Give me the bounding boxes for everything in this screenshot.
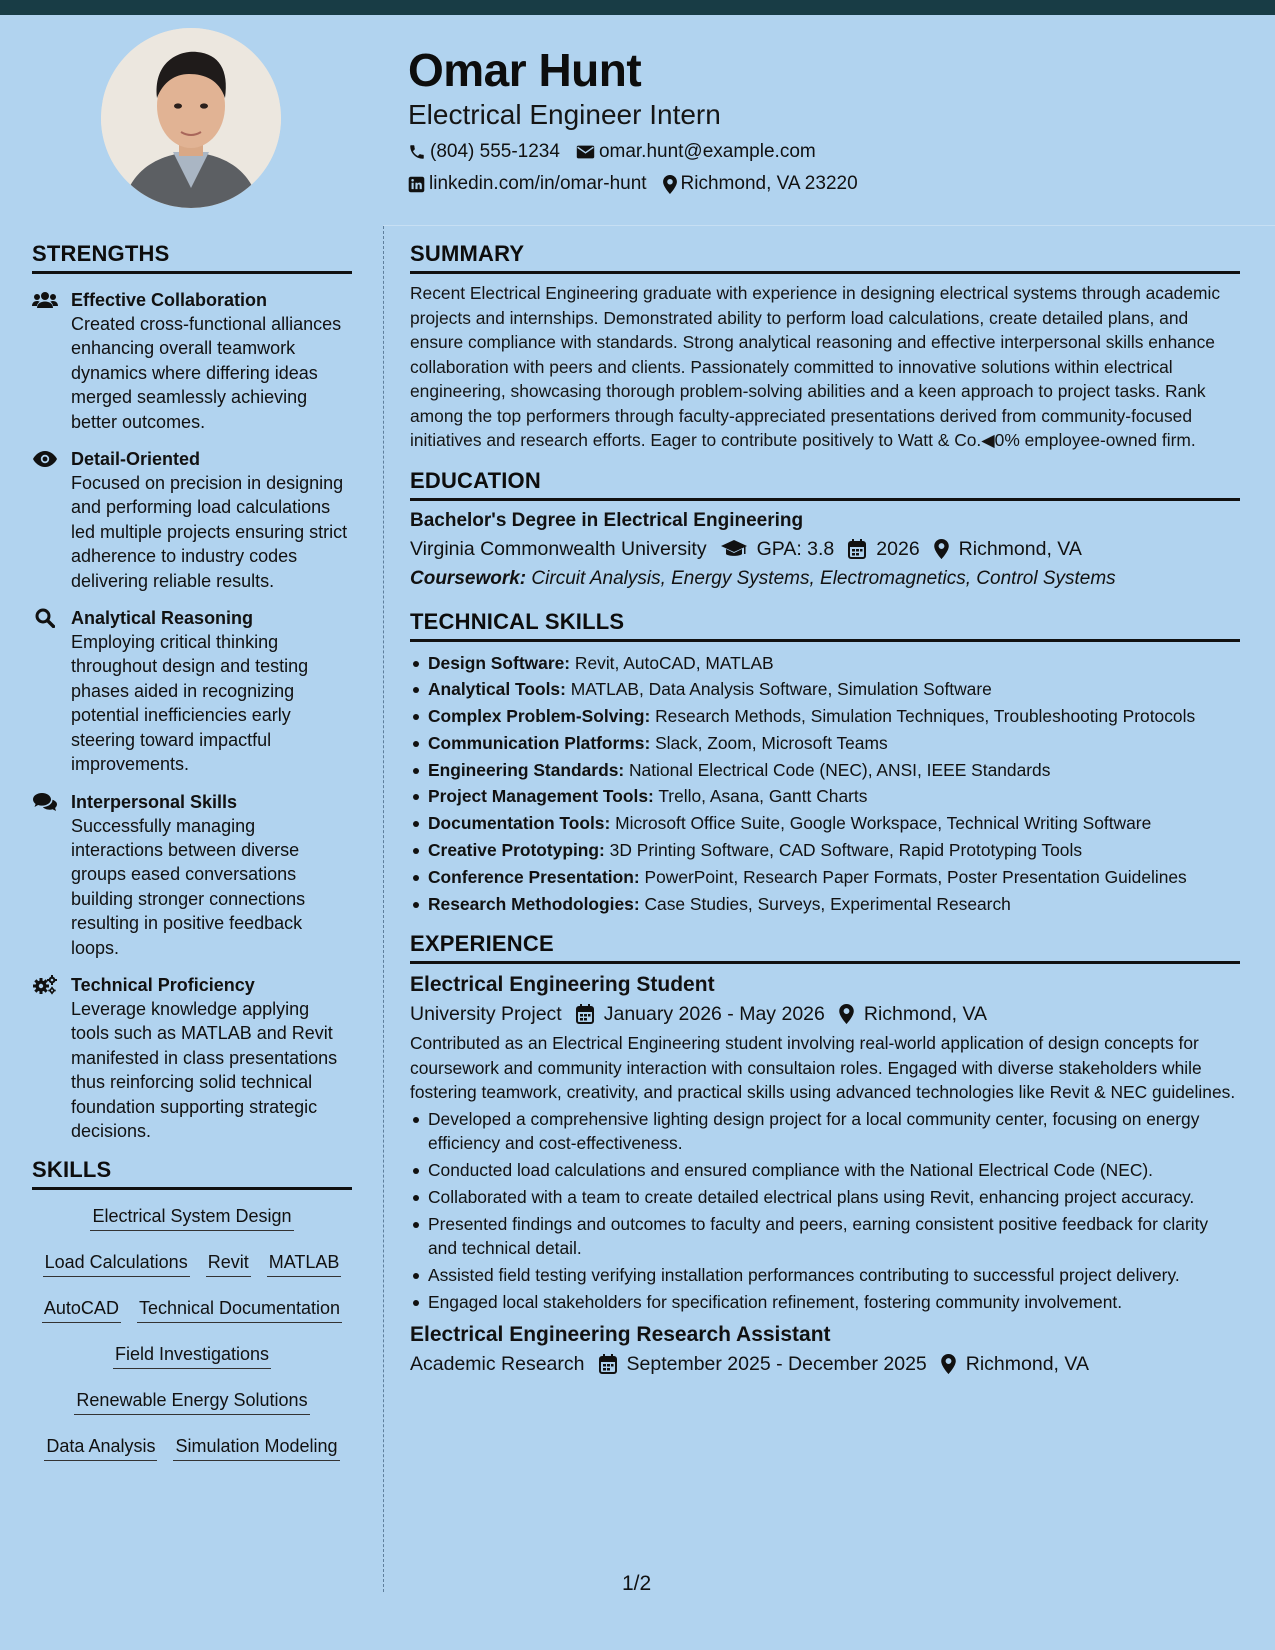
map-marker-icon xyxy=(663,175,677,194)
job-org xyxy=(410,999,562,1029)
skills-list xyxy=(32,1204,352,1480)
list-item xyxy=(410,811,1240,836)
skill-value: PowerPoint, Research Paper Formats, Poster Presentation Guidelines xyxy=(644,866,1187,887)
list-item: Assisted field testing verifying installation performances contributing to successful project delivery. xyxy=(410,1263,1240,1288)
strength-title: Analytical Reasoning xyxy=(71,608,254,629)
summary-section xyxy=(410,240,1240,453)
strength-item xyxy=(32,973,352,1143)
job-dates xyxy=(599,1349,927,1379)
education-location-text: Richmond, VA xyxy=(958,537,1082,560)
strength-desc: Employing critical thinking throughout design and testing phases aided in recognizing potential inefficiencies early steering toward impactful improvements. xyxy=(71,632,309,775)
skill-label: Research Methodologies: xyxy=(428,893,640,914)
search-icon xyxy=(32,608,58,628)
skill-label: Project Management Tools: xyxy=(428,786,654,807)
strength-desc: Focused on precision in designing and performing load calculations led multiple projects ensuring strict adherence to industry codes delivering reliable results. xyxy=(71,473,348,591)
skill-value: Microsoft Office Suite, Google Workspace, Technical Writing Software xyxy=(615,813,1152,834)
strength-title: Interpersonal Skills xyxy=(71,791,238,812)
email-contact[interactable] xyxy=(576,140,816,164)
candidate-name: Omar Hunt xyxy=(408,44,642,96)
calendar-icon xyxy=(848,539,866,559)
list-item xyxy=(410,758,1240,783)
top-bar xyxy=(0,0,1275,15)
gpa-text: GPA: 3.8 xyxy=(756,537,835,560)
job-dates xyxy=(576,999,825,1029)
eye-icon xyxy=(32,449,58,469)
coursework-label: Coursework: xyxy=(410,567,527,589)
email-text[interactable]: omar.hunt@example.com xyxy=(598,141,816,162)
skill-tag: Field Investigations xyxy=(113,1342,271,1369)
list-item xyxy=(410,892,1240,917)
skill-tag: Load Calculations xyxy=(43,1250,190,1277)
header-divider xyxy=(383,225,1275,226)
coursework xyxy=(410,564,1240,594)
skills-heading: SKILLS xyxy=(32,1157,112,1183)
list-item: Engaged local stakeholders for specification refinement, fostering community involvement. xyxy=(410,1290,1240,1315)
graduation-cap-icon xyxy=(721,540,747,558)
skill-label: Creative Prototyping: xyxy=(428,840,605,861)
list-item xyxy=(410,651,1240,676)
strength-item xyxy=(32,288,352,434)
technical-skills-rule xyxy=(410,639,1240,642)
skill-label: Engineering Standards: xyxy=(428,759,625,780)
location-text: Richmond, VA 23220 xyxy=(680,173,858,194)
phone-icon xyxy=(408,143,426,161)
list-item xyxy=(410,838,1240,863)
calendar-icon xyxy=(599,1354,617,1374)
education-rule xyxy=(410,498,1240,501)
skill-label: Design Software: xyxy=(428,652,571,673)
phone-text: (804) 555-1234 xyxy=(430,141,560,162)
linkedin-text[interactable]: linkedin.com/in/omar-hunt xyxy=(429,173,647,194)
job-bullets xyxy=(410,1107,1240,1314)
job-location-text: Richmond, VA xyxy=(863,1003,988,1026)
gpa xyxy=(721,534,835,564)
education-section xyxy=(410,467,1240,594)
linkedin-contact[interactable] xyxy=(408,172,647,196)
job-location xyxy=(941,1349,1089,1379)
summary-text: Recent Electrical Engineering graduate with experience in designing electrical systems through academic projects and internships. Demonstrated ability to perform load calculations, create detailed plans, and ensure compliance with standards. Strong analytical reasoning and effective interpersonal skills enhance collaboration with peers and clients. Passionately committed to innovative solutions within electrical engineering, showcasing thorough problem-solving abilities and a keen approach to project tasks. Rank among the top performers through faculty-appreciated presentations derived from community-focused initiatives and research efforts. Eager to contribute positively to Watt & Co.◀0% employee-owned firm. xyxy=(410,283,1221,450)
skill-value: 3D Printing Software, CAD Software, Rapid Prototyping Tools xyxy=(609,840,1083,861)
skill-tag: MATLAB xyxy=(267,1250,342,1277)
skill-value: Revit, AutoCAD, MATLAB xyxy=(574,652,774,673)
phone-contact xyxy=(408,140,560,164)
job-dates-text: January 2026 - May 2026 xyxy=(603,1003,825,1026)
skill-tag: Electrical System Design xyxy=(90,1204,293,1231)
strength-desc: Created cross-functional alliances enhancing overall teamwork dynamics where differing ideas merged seamlessly achieving better outcomes. xyxy=(71,314,342,432)
summary-heading: SUMMARY xyxy=(410,241,525,266)
summary-rule xyxy=(410,271,1240,274)
contact-row-1 xyxy=(408,140,1248,164)
skill-tag: Renewable Energy Solutions xyxy=(74,1388,309,1415)
job-org-text: University Project xyxy=(410,1003,562,1026)
list-item: Conducted load calculations and ensured compliance with the National Electrical Code (NEC). xyxy=(410,1158,1240,1183)
skill-value: Trello, Asana, Gantt Charts xyxy=(658,786,868,807)
list-item xyxy=(410,704,1240,729)
skill-label: Complex Problem-Solving: xyxy=(428,706,651,727)
technical-skills-heading: TECHNICAL SKILLS xyxy=(410,608,625,634)
degree-title: Bachelor's Degree in Electrical Engineering xyxy=(410,509,804,531)
job-location-text: Richmond, VA xyxy=(965,1353,1089,1376)
calendar-icon xyxy=(576,1004,594,1024)
map-marker-icon xyxy=(941,1354,956,1374)
technical-skills-section xyxy=(410,608,1240,917)
strengths-list xyxy=(32,288,352,1143)
job-dates-text: September 2025 - December 2025 xyxy=(626,1353,927,1376)
year-text: 2026 xyxy=(876,537,920,560)
strength-item xyxy=(32,606,352,776)
list-item: Collaborated with a team to create detailed electrical plans using Revit, enhancing project accuracy. xyxy=(410,1185,1240,1210)
skill-label: Analytical Tools: xyxy=(428,679,566,700)
strength-title: Effective Collaboration xyxy=(71,290,268,310)
strength-title: Detail-Oriented xyxy=(71,449,201,470)
strengths-rule xyxy=(32,271,352,274)
list-item: Presented findings and outcomes to faculty and peers, earning consistent positive feedback for clarity and technical detail. xyxy=(410,1212,1240,1261)
skill-tag: Technical Documentation xyxy=(137,1296,342,1323)
job-meta xyxy=(410,999,1240,1029)
experience-heading: EXPERIENCE xyxy=(410,931,554,957)
profile-photo xyxy=(101,28,281,208)
strengths-heading: STRENGTHS xyxy=(32,241,170,266)
job-org-text: Academic Research xyxy=(410,1353,585,1376)
column-divider xyxy=(383,226,384,1592)
gears-icon xyxy=(32,975,58,995)
education-meta xyxy=(410,534,1240,564)
experience-rule xyxy=(410,961,1240,964)
education-location xyxy=(934,534,1082,564)
job-meta xyxy=(410,1349,1240,1379)
skill-label: Conference Presentation: xyxy=(428,866,640,887)
skill-value: Slack, Zoom, Microsoft Teams xyxy=(655,732,888,753)
experience-section xyxy=(410,930,1240,1379)
candidate-role: Electrical Engineer Intern xyxy=(408,99,721,130)
contact-row-2 xyxy=(408,172,1248,196)
strength-desc: Leverage knowledge applying tools such as MATLAB and Revit manifested in class presentations thus reinforcing solid technical foundation supporting strategic decisions. xyxy=(71,998,338,1141)
location-contact xyxy=(663,172,858,196)
list-item xyxy=(410,865,1240,890)
avatar-illustration xyxy=(101,28,281,208)
envelope-icon xyxy=(576,144,595,160)
graduation-year xyxy=(848,534,919,564)
list-item xyxy=(410,677,1240,702)
list-item xyxy=(410,784,1240,809)
education-heading: EDUCATION xyxy=(410,467,541,493)
coursework-text: Circuit Analysis, Energy Systems, Electromagnetics, Control Systems xyxy=(531,567,1116,589)
skill-value: Research Methods, Simulation Techniques, Troubleshooting Protocols xyxy=(655,706,1196,727)
list-item: Developed a comprehensive lighting design project for a local community center, focusing on energy efficiency and cost-effectiveness. xyxy=(410,1107,1240,1156)
skill-label: Documentation Tools: xyxy=(428,813,611,834)
job-entry xyxy=(410,1321,1240,1379)
skill-value: Case Studies, Surveys, Experimental Research xyxy=(644,893,1011,914)
map-marker-icon xyxy=(934,539,949,559)
skill-tag: Simulation Modeling xyxy=(173,1434,339,1461)
skill-value: MATLAB, Data Analysis Software, Simulation Software xyxy=(570,679,992,700)
skill-tag: Data Analysis xyxy=(44,1434,157,1461)
skill-value: National Electrical Code (NEC), ANSI, IEEE Standards xyxy=(629,759,1051,780)
skill-tag: AutoCAD xyxy=(42,1296,121,1323)
skills-section xyxy=(32,1156,352,1480)
list-item xyxy=(410,731,1240,756)
users-icon xyxy=(32,290,58,310)
header xyxy=(408,42,1248,196)
strength-item xyxy=(32,790,352,960)
strength-title: Technical Proficiency xyxy=(71,974,255,995)
page-number: 1/2 xyxy=(622,1572,652,1595)
school-name xyxy=(410,534,707,564)
strength-desc: Successfully managing interactions between diverse groups eased conversations building stronger connections resulting in positive feedback loops. xyxy=(71,815,306,958)
map-marker-icon xyxy=(839,1004,854,1024)
job-location xyxy=(839,999,987,1029)
comments-icon xyxy=(32,792,58,812)
linkedin-icon xyxy=(408,176,425,193)
left-column xyxy=(32,240,352,1480)
right-column xyxy=(410,240,1240,1379)
job-description: Contributed as an Electrical Engineering student involving real-world application of design concepts for coursework and community interaction with consultaion roles. Engaged with diverse stakeholders while fostering teamwork, creativity, and practical skills using advanced technologies like Revit & NEC guidelines. xyxy=(410,1033,1236,1103)
job-title: Electrical Engineering Research Assistant xyxy=(410,1323,831,1347)
skills-rule xyxy=(32,1187,352,1190)
job-title: Electrical Engineering Student xyxy=(410,973,715,997)
job-entry xyxy=(410,971,1240,1314)
school-text: Virginia Commonwealth University xyxy=(410,537,707,560)
technical-skills-list xyxy=(410,651,1240,917)
skill-label: Communication Platforms: xyxy=(428,732,651,753)
skill-tag: Revit xyxy=(206,1250,251,1277)
job-org xyxy=(410,1349,585,1379)
strength-item xyxy=(32,447,352,593)
